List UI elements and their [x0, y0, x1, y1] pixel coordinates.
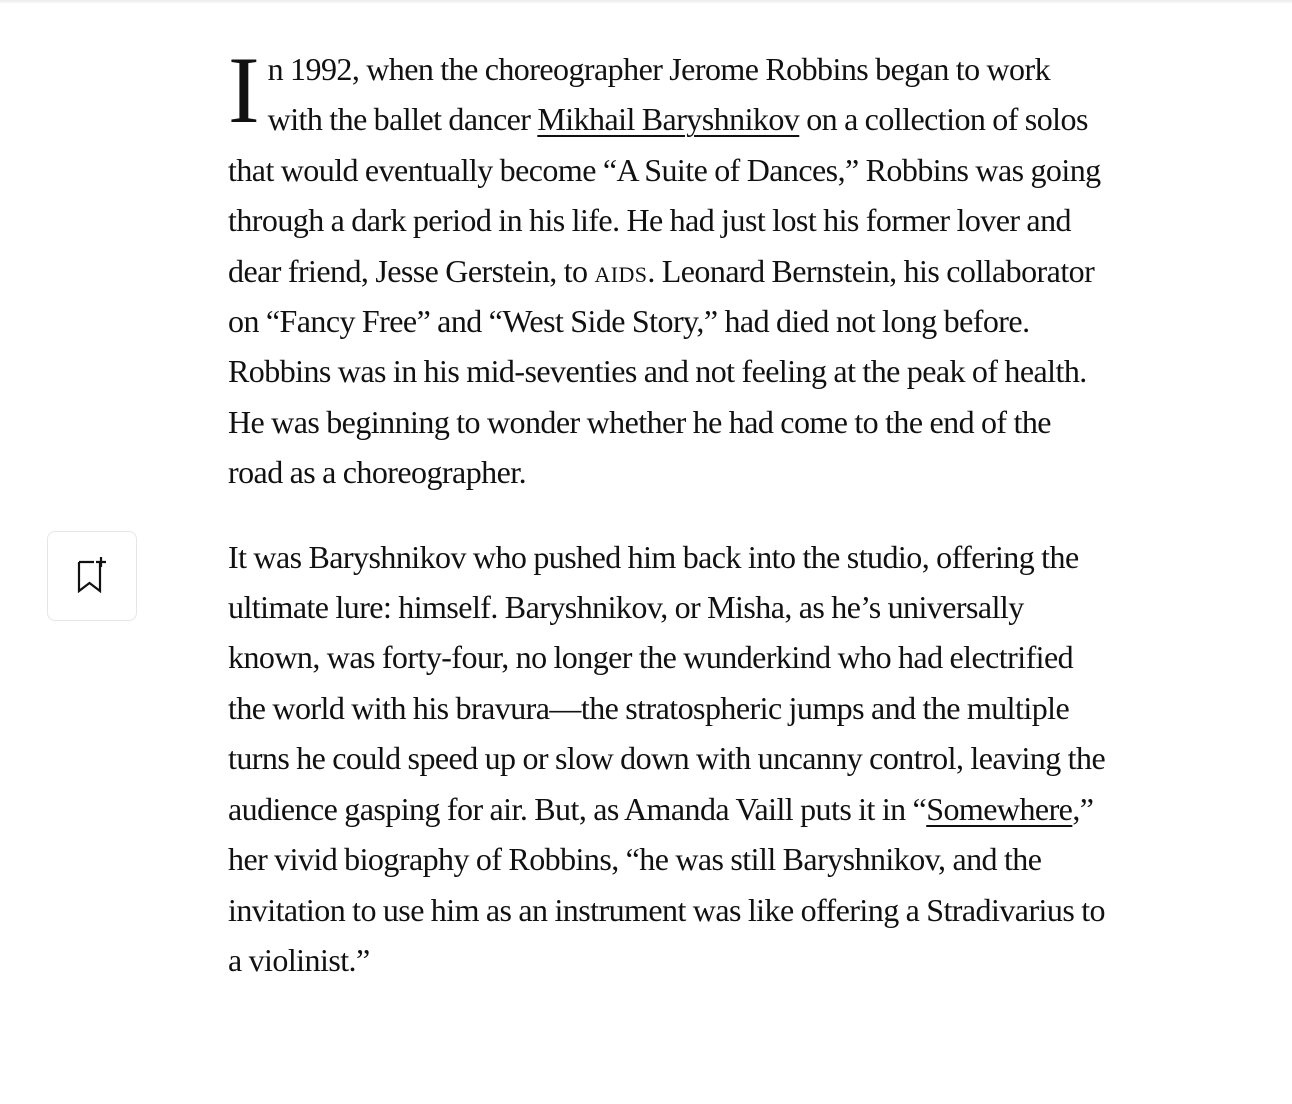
article-body	[228, 37, 1108, 985]
article-paragraph	[228, 37, 1108, 498]
paragraph-text: It was Baryshnikov who pushed him back into the studio, offering the ultimate lure: himself. Baryshnikov, or Misha, as he’s universally known, was forty-four, no longer the wunderkind who had electrified the world with his bravura—the stratospheric jumps and the multiple turns he could speed up or slow down with uncanny control, leaving the audience gasping for air. But, as Amanda Vaill puts it in “	[228, 538, 1106, 827]
small-caps-text: aids	[594, 252, 648, 289]
link-mikhail-baryshnikov[interactable]: Mikhail Baryshnikov	[537, 101, 800, 138]
paragraph-text: n 1992, when the choreographer Jerome Robbins began to work with the ballet dancer	[267, 51, 1051, 138]
paragraph-text: on a collection of solos that would eventually become “A Suite of Dances,” Robbins was going through a dark period in his life. He had just lost his former lover and dear friend, Jesse Gerstein, to	[228, 101, 1101, 289]
paragraph-text: . Leonard Bernstein, his collaborator on “Fancy Free” and “West Side Story,” had died not long before. Robbins was in his mid-seventies and not feeling at the peak of health. He was beginning to wonder whether he had come to the end of the road as a choreographer.	[228, 252, 1095, 491]
drop-cap: I	[228, 37, 260, 143]
bookmark-add-icon	[75, 556, 109, 596]
save-article-button[interactable]	[47, 531, 137, 621]
top-divider	[0, 0, 1292, 3]
article-paragraph	[228, 532, 1108, 986]
paragraph-text: ,” her vivid biography of Robbins, “he was still Baryshnikov, and the invitation to use him as an instrument was like offering a Stradivarius to a violinist.”	[228, 790, 1105, 978]
link-somewhere[interactable]: Somewhere	[926, 790, 1073, 827]
